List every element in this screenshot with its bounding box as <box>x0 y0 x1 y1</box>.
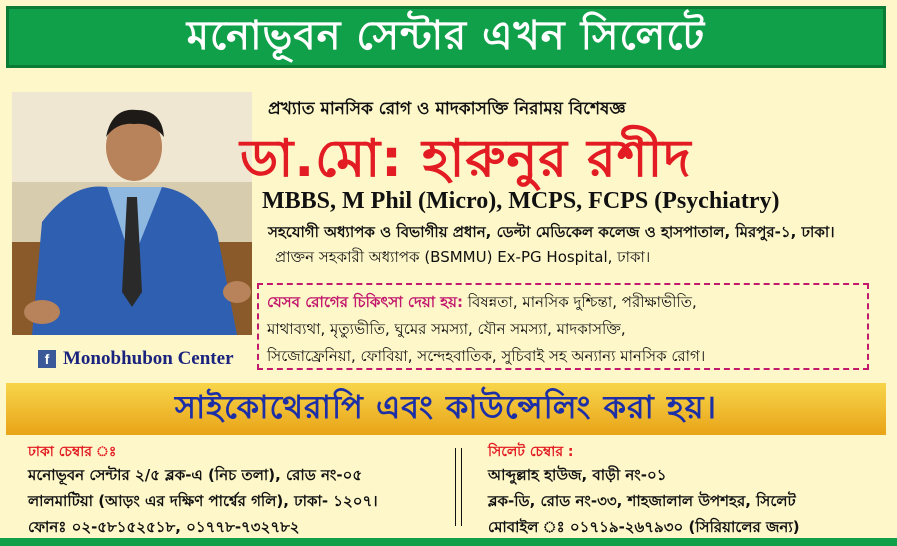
divider-line-2 <box>461 448 462 526</box>
treatments-heading: যেসব রোগের চিকিৎসা দেয়া হয়: <box>267 293 463 311</box>
sylhet-chamber-title: সিলেট চেম্বার : <box>488 444 574 460</box>
sylhet-chamber-address-2: ব্লক-ডি, রোড নং-৩৩, শাহজালাল উপশহর, সিলেট <box>488 492 796 510</box>
doctor-position-current: সহযোগী অধ্যাপক ও বিভাগীয় প্রধান, ডেল্টা মেডিকেল কলেজ ও হাসপাতাল, মিরপুর-১, ঢাকা। <box>268 223 835 241</box>
doctor-degrees: MBBS, M Phil (Micro), MCPS, FCPS (Psychiatry) <box>262 188 780 214</box>
facebook-icon: f <box>38 350 56 368</box>
divider-line-1 <box>455 448 456 526</box>
treatments-list-3: সিজোফ্রেনিয়া, ফোবিয়া, সন্দেহবাতিক, সুচিবাই সহ অন্যান্য মানসিক রোগ। <box>267 347 706 365</box>
doctor-subtitle: প্রখ্যাত মানসিক রোগ ও মাদকাসক্তি নিরাময় বিশেষজ্ঞ <box>268 99 626 119</box>
treatments-line-1 <box>267 289 859 316</box>
facebook-page-name: Monobhubon Center <box>63 348 234 369</box>
doctor-photo <box>12 92 252 335</box>
sylhet-chamber-address-1: আব্দুল্লাহ হাউজ, বাড়ী নং-০১ <box>488 466 667 484</box>
top-banner: মনোভূবন সেন্টার এখন সিলেটে <box>6 6 886 68</box>
dhaka-chamber-title: ঢাকা চেম্বার ঃ <box>28 444 117 460</box>
treatments-box <box>257 283 869 370</box>
dhaka-chamber-address-2: লালমাটিয়া (আড়ং এর দক্ষিণ পার্শ্বের গলি), ঢাকা- ১২০৭। <box>28 492 378 510</box>
doctor-name: ডা.মো: হারুনুর রশীদ <box>240 129 692 189</box>
sylhet-chamber-mobile: মোবাইল ঃ ০১৭১৯-২৬৭৯৩০ (সিরিয়ালের জন্য) <box>488 518 800 536</box>
sylhet-chamber <box>488 440 888 540</box>
dhaka-chamber-address-1: মনোভূবন সেন্টার ২/৫ ব্লক-এ (নিচ তলা), রোড নং-০৫ <box>28 466 363 484</box>
bottom-strip <box>0 538 897 546</box>
doctor-position-former: প্রাক্তন সহকারী অধ্যাপক (BSMMU) Ex-PG Hospital, ঢাকা। <box>275 248 651 266</box>
dhaka-chamber-phone: ফোনঃ ০২-৫৮১৫২৫১৮, ০১৭৭৮-৭৩২৭৮২ <box>28 518 300 536</box>
therapy-banner: সাইকোথেরাপি এবং কাউন্সেলিং করা হয়। <box>6 383 886 435</box>
doctor-portrait-illustration <box>12 92 252 335</box>
treatments-list-2: মাথাব্যথা, মৃত্যুভীতি, ঘুমের সমস্যা, যৌন সমস্যা, মাদকাসক্তি, <box>267 320 626 338</box>
dhaka-chamber <box>28 440 448 540</box>
facebook-link[interactable] <box>38 348 234 370</box>
treatments-list-1: বিষন্নতা, মানসিক দুশ্চিন্তা, পরীক্ষাভীতি, <box>467 293 697 311</box>
